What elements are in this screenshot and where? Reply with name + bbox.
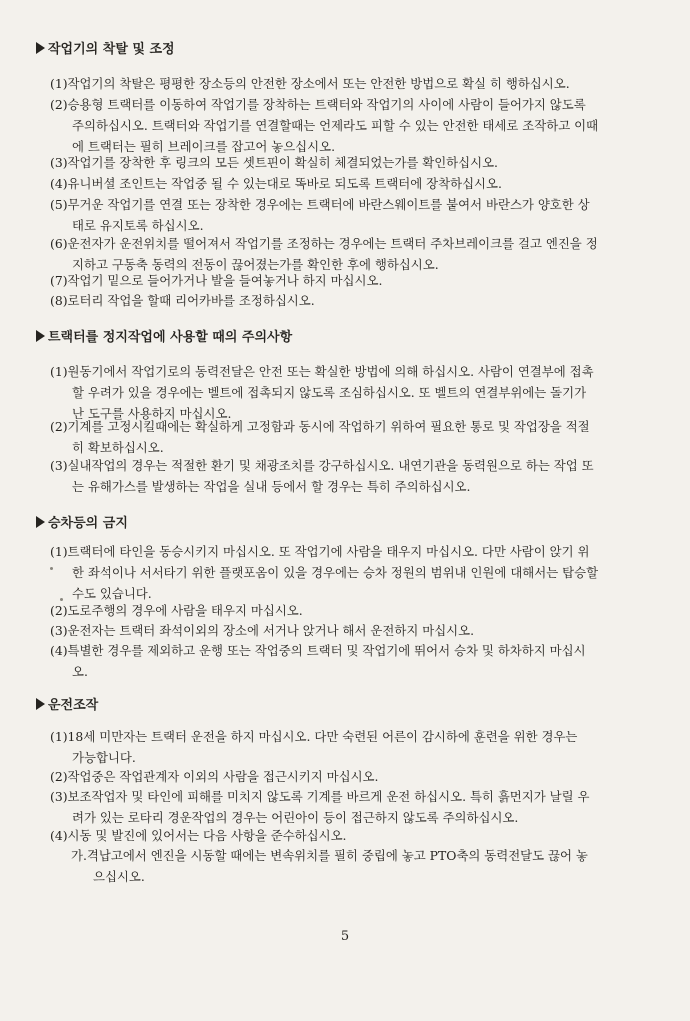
list-item: (2)기계를 고정시킬때에는 확실하게 고정함과 동시에 작업하기 위하여 필요한 통로 및 작업장을 적절 히 확보하십시오. — [50, 419, 590, 455]
triangle-bullet-icon — [36, 42, 45, 54]
list-item: (2)도로주행의 경우에 사람을 태우지 마십시오. — [50, 603, 303, 618]
list-item: (4)특별한 경우를 제외하고 운행 또는 작업중의 트랙터 및 작업기에 뛰어서 승차 및 하차하지 마십시 오. — [50, 643, 586, 679]
list-item: (8)로터리 작업을 할때 리어카바를 조정하십시오. — [50, 293, 315, 308]
page-number: 5 — [340, 929, 350, 944]
list-item: (3)운전자는 트랙터 좌석이외의 장소에 서거나 앉거나 해서 운전하지 마십시오. — [50, 623, 475, 638]
list-item: (1)원동기에서 작업기로의 동력전달은 안전 또는 확실한 방법에 의해 하십시오. 사람이 연결부에 접촉 할 우려가 있을 경우에는 벨트에 접촉되지 않도록 조심하십시오. 또 벨트의 연결부위에는 돌기가 난 도구를 사용하지 마십시오. — [50, 364, 594, 421]
list-item: (3)실내작업의 경우는 적절한 환기 및 채광조치를 강구하십시오. 내연기관을 동력원으로 하는 작업 또 는 유해가스를 발생하는 작업을 실내 등에서 할 경우는 특히 주의하십시오. — [50, 458, 594, 494]
sub-list-item: 가.격납고에서 엔진을 시동할 때에는 변속위치를 필히 중립에 놓고 PTO축의 동력전달도 끊어 놓 으십시오. — [71, 848, 588, 884]
list-item: (5)무거운 작업기를 연결 또는 장착한 경우에는 트랙터에 바란스웨이트를 붙여서 바란스가 양호한 상 태로 유지토록 하십시오. — [50, 197, 590, 233]
list-item: (3)작업기를 장착한 후 링크의 모든 셋트핀이 확실히 체결되었는가를 확인하십시오. — [50, 155, 498, 170]
list-item: (6)운전자가 운전위치를 떨어져서 작업기를 조정하는 경우에는 트랙터 주차브레이크를 걸고 엔진을 정 지하고 구동축 동력의 전동이 끊어졌는가를 확인한 후에 행하십시오. — [50, 236, 598, 272]
list-item: (1)트랙터에 타인을 동승시키지 마십시오. 또 작업기에 사람을 태우지 마십시오. 다만 사람이 앉기 위 한 좌석이나 서서타기 위한 플랫포옴이 있을 경우에는 승차 정원의 범위내 인원에 대해서는 탑승할 수도 있습니다. — [50, 544, 599, 601]
list-item: (4)시동 및 발진에 있어서는 다음 사항을 준수하십시오. — [50, 828, 347, 843]
list-item: (7)작업기 밑으로 들어가거나 발을 들여놓거나 하지 마십시오. — [50, 273, 383, 288]
list-item: (2)작업중은 작업관계자 이외의 사람을 접근시키지 마십시오. — [50, 769, 379, 784]
list-item: (4)유니버셜 조인트는 작업중 될 수 있는대로 똑바로 되도록 트랙터에 장착하십시오. — [50, 176, 502, 191]
section-heading-stationary-work: 트랙터를 정지작업에 사용할 때의 주의사항 — [36, 329, 292, 347]
list-item: (3)보조작업자 및 타인에 피해를 미치지 않도록 기계를 바르게 운전 하십시오. 특히 흙먼지가 날릴 우 려가 있는 로타리 경운작업의 경우는 어린아이 등이 접근하지 않도록 주의하십시오. — [50, 789, 590, 825]
paper-speck — [60, 598, 63, 601]
list-item: (1)18세 미만자는 트랙터 운전을 하지 마십시오. 다만 숙련된 어른이 감시하에 훈련을 위한 경우는 가능합니다. — [50, 729, 578, 765]
list-item: (1)작업기의 착탈은 평평한 장소등의 안전한 장소에서 또는 안전한 방법으로 확실 히 행하십시오. — [50, 76, 570, 91]
section-heading-no-riding: 승차등의 금지 — [36, 515, 128, 533]
triangle-bullet-icon — [36, 516, 45, 528]
section-heading-operation: 운전조작 — [36, 697, 98, 715]
triangle-bullet-icon — [36, 698, 45, 710]
paper-speck — [50, 567, 53, 570]
list-item: (2)승용형 트랙터를 이동하여 작업기를 장착하는 트랙터와 작업기의 사이에 사람이 들어가지 않도록 주의하십시오. 트랙터와 작업기를 연결할때는 언제라도 피할 수 있는 안전한 태세로 조작하고 이때 에 트랙터는 필히 브레이크를 잡고어 놓으십시오. — [50, 97, 599, 154]
triangle-bullet-icon — [36, 330, 45, 342]
section-heading-attach-adjust: 작업기의 착탈 및 조정 — [36, 41, 175, 59]
